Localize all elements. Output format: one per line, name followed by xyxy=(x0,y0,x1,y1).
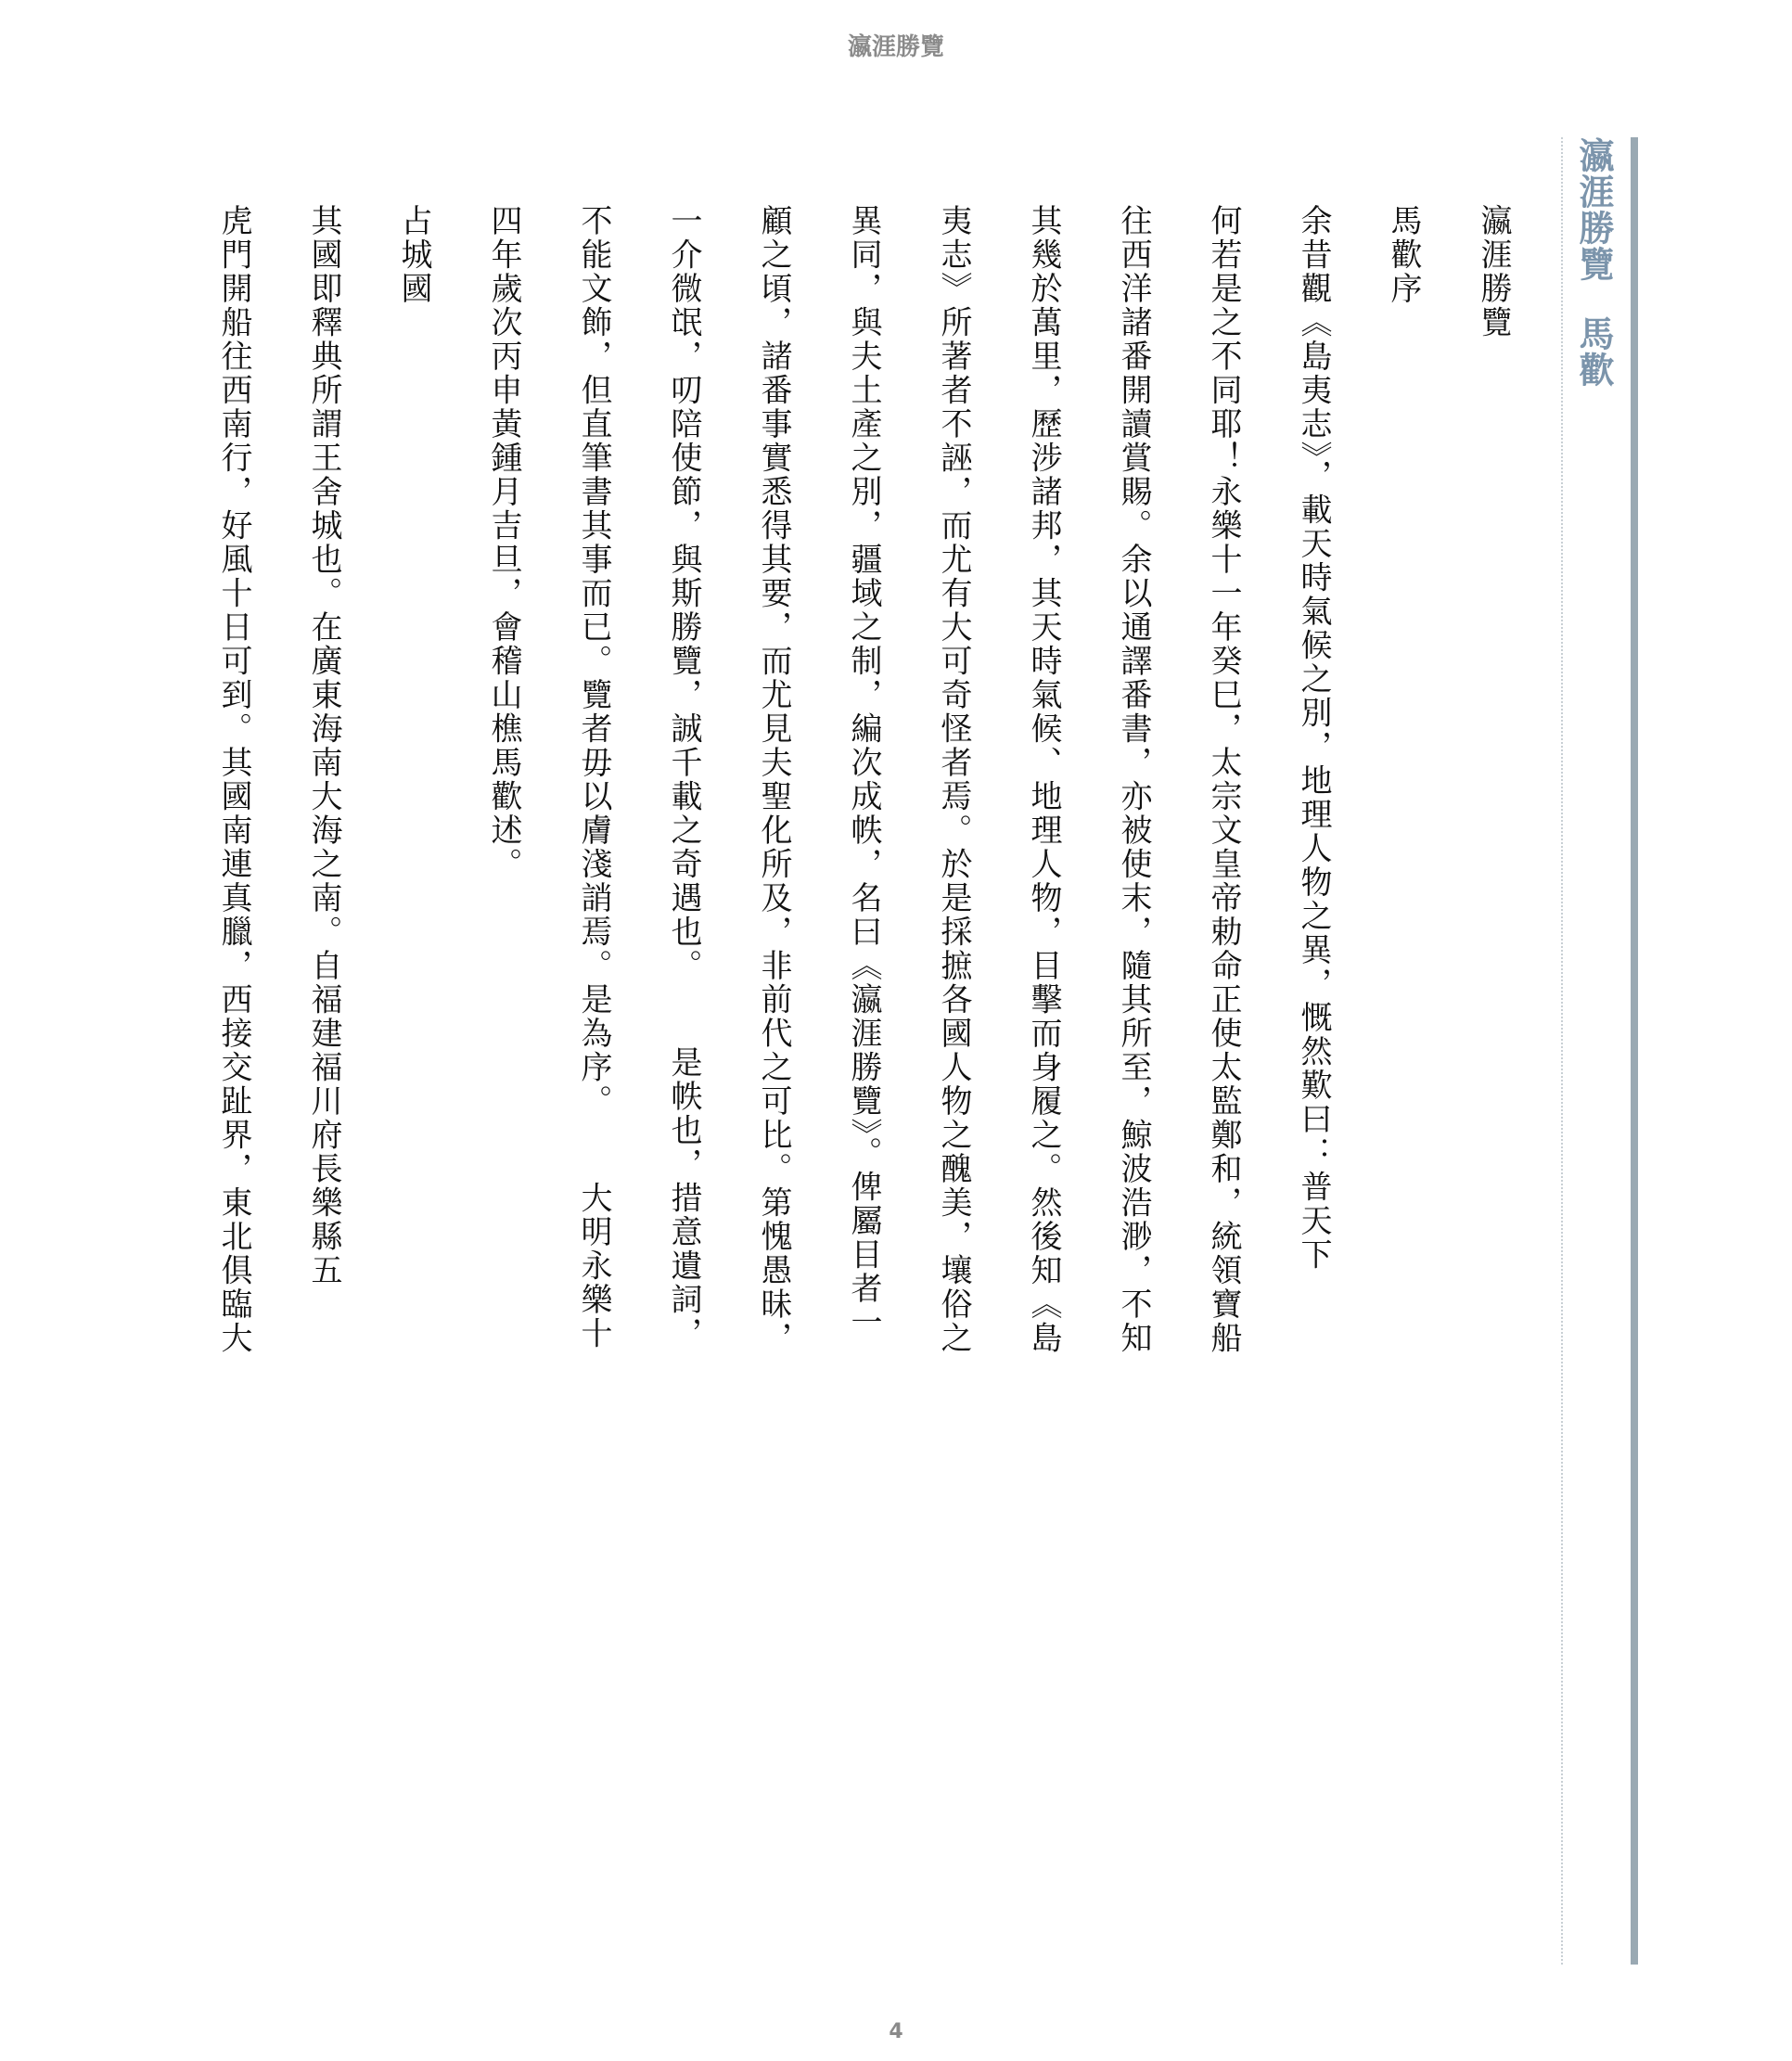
text-line: 其幾於萬里，歷涉諸邦，其天時氣候、地理人物，目擊而身履之。然後知《島 xyxy=(1025,204,1062,1355)
section-heading: 占城國 xyxy=(395,204,432,306)
margin-rule-dotted xyxy=(1561,137,1563,1965)
text-segment: 不能文飾，但直筆書其事而已。覽者毋以膚淺誚焉。是為序。 xyxy=(575,204,612,1119)
text-line xyxy=(548,204,638,1929)
book-title-line: 瀛涯勝覽 xyxy=(1475,204,1512,339)
text-line xyxy=(638,204,728,1929)
text-line: 何若是之不同耶！永樂十一年癸巳，太宗文皇帝勅命正使太監鄭和，統領寶船 xyxy=(1205,204,1242,1355)
margin-rule-thick xyxy=(1631,137,1638,1965)
text-line: 顧之頃，諸番事實悉得其要，而尤見夫聖化所及，非前代之可比。第愧愚昧， xyxy=(755,204,792,1355)
text-line: 往西洋諸番開讀賞賜。余以通譯番書，亦被使末，隨其所至，鯨波浩渺，不知 xyxy=(1115,204,1152,1355)
text-line: 余昔觀《島夷志》，載天時氣候之別，地理人物之異，慨然歎曰：普天下 xyxy=(1295,204,1332,1272)
text-line: 異同，與夫土產之別，疆域之制，編次成帙，名曰《瀛涯勝覽》。俾屬目者一 xyxy=(845,204,882,1339)
text-line: 虎門開船往西南行，好風十日可到。其國南連真臘，西接交趾界，東北俱臨大 xyxy=(215,204,252,1355)
chapter-title-book: 瀛涯勝覽 xyxy=(1573,137,1614,282)
chapter-title xyxy=(1568,137,1619,388)
text-segment: 一介微氓，叨陪使節，與斯勝覽，誠千載之奇遇也。 xyxy=(665,204,702,983)
text-line: 其國即釋典所謂王舍城也。在廣東海南大海之南。自福建福川府長樂縣五 xyxy=(305,204,342,1287)
text-segment: 大明永樂十 xyxy=(575,1181,612,1351)
text-line: 夷志》所著者不誣，而尤有大可奇怪者焉。於是採摭各國人物之醜美，壤俗之 xyxy=(935,204,972,1355)
text-line: 四年歲次丙申黃鍾月吉旦，會稽山樵馬歡述。 xyxy=(485,204,522,881)
preface-heading: 馬歡序 xyxy=(1385,204,1422,306)
page-number: 4 xyxy=(889,2020,903,2043)
chapter-title-author: 馬歡 xyxy=(1573,315,1614,388)
running-header: 瀛涯勝覽 xyxy=(847,33,944,61)
text-segment: 是帙也，措意遺詞， xyxy=(665,1045,702,1351)
body-text xyxy=(215,204,1538,1929)
